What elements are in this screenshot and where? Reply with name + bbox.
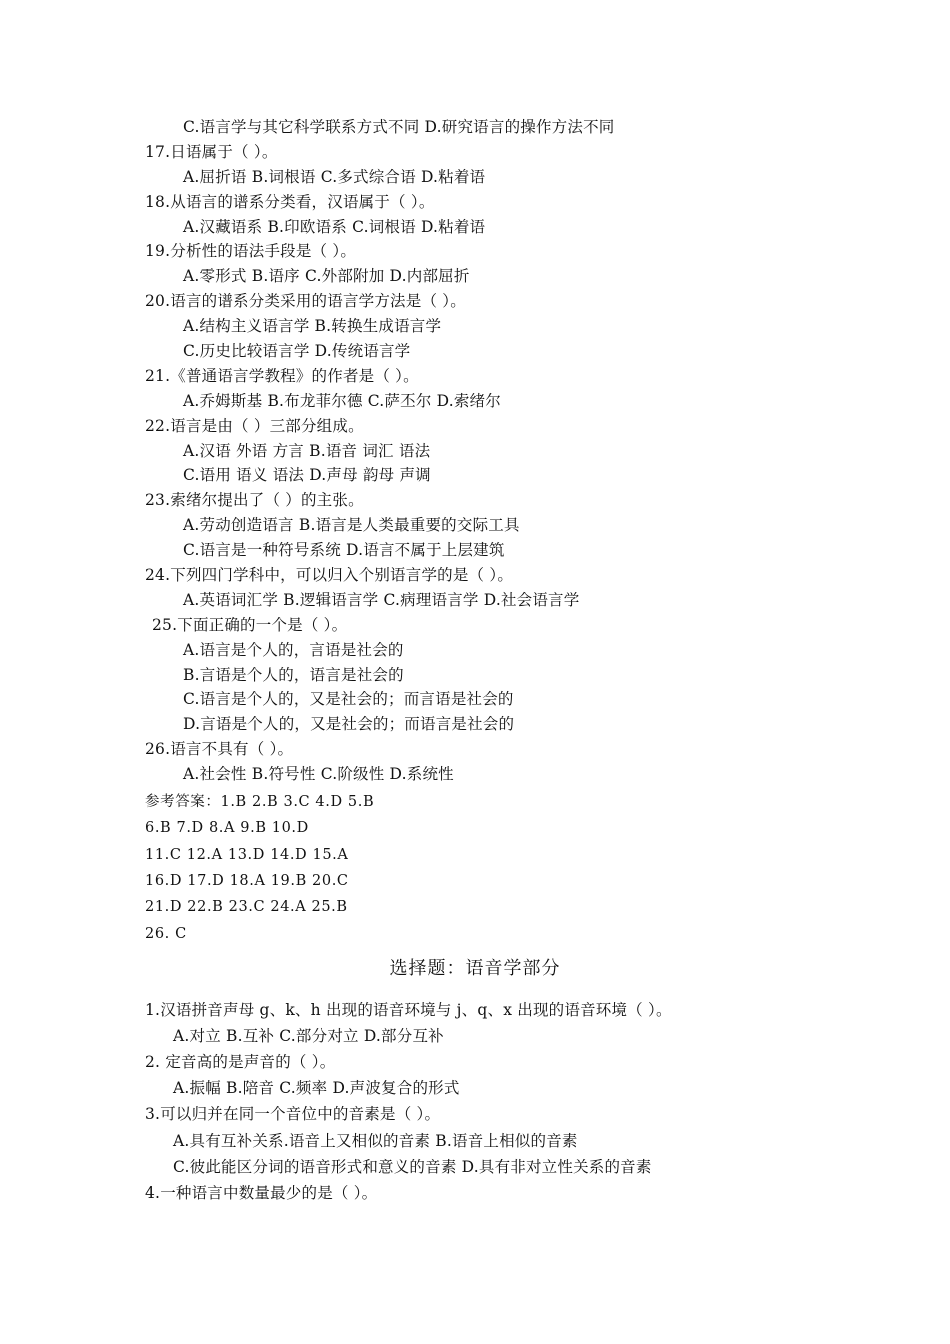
option-line: B.言语是个人的，语言是社会的: [183, 666, 404, 684]
option-line: C.历史比较语言学 D.传统语言学: [183, 342, 411, 360]
question-22: 22.语言是由（ ）三部分组成。: [145, 417, 364, 435]
question-1: 1.汉语拼音声母 g、k、h 出现的语音环境与 j、q、x 出现的语音环境（ ）。: [145, 1001, 672, 1019]
question-19: 19.分析性的语法手段是（ ）。: [145, 242, 357, 260]
option-line: A.屈折语 B.词根语 C.多式综合语 D.粘着语: [183, 168, 486, 186]
answer-key-line: 11.C 12.A 13.D 14.D 15.A: [145, 847, 349, 863]
option-line: C.彼此能区分词的语音形式和意义的音素 D.具有非对立性关系的音素: [173, 1158, 652, 1176]
question-21: 21.《普通语言学教程》的作者是（ ）。: [145, 367, 419, 385]
question-2: 2. 定音高的是声音的（ ）。: [145, 1053, 336, 1071]
option-line: A.语言是个人的，言语是社会的: [183, 641, 404, 659]
option-line: A.汉语 外语 方言 B.语音 词汇 语法: [183, 442, 431, 460]
option-line: A.零形式 B.语序 C.外部附加 D.内部屈折: [183, 267, 470, 285]
option-line: A.乔姆斯基 B.布龙菲尔德 C.萨丕尔 D.索绪尔: [183, 392, 501, 410]
option-line: A.振幅 B.陪音 C.频率 D.声波复合的形式: [173, 1079, 460, 1097]
question-18: 18.从语言的谱系分类看，汉语属于（ ）。: [145, 193, 435, 211]
section-heading: 选择题：语音学部分: [389, 958, 561, 979]
question-25: 25.下面正确的一个是（ ）。: [152, 616, 348, 634]
option-line: A.汉藏语系 B.印欧语系 C.词根语 D.粘着语: [183, 218, 486, 236]
answer-key-line: 21.D 22.B 23.C 24.A 25.B: [145, 899, 348, 915]
question-24: 24.下列四门学科中，可以归入个别语言学的是（ ）。: [145, 566, 514, 584]
option-line: D.言语是个人的，又是社会的；而语言是社会的: [183, 715, 515, 733]
option-line: A.劳动创造语言 B.语言是人类最重要的交际工具: [183, 516, 520, 534]
question-23: 23.索绪尔提出了（ ）的主张。: [145, 491, 364, 509]
option-line: A.具有互补关系.语音上又相似的音素 B.语音上相似的音素: [173, 1132, 578, 1150]
answer-key-line: 16.D 17.D 18.A 19.B 20.C: [145, 873, 349, 889]
question-3: 3.可以归并在同一个音位中的音素是（ ）。: [145, 1105, 441, 1123]
option-line: C.语言是个人的，又是社会的；而言语是社会的: [183, 690, 514, 708]
option-line: C.语言是一种符号系统 D.语言不属于上层建筑: [183, 541, 505, 559]
option-line: C.语用 语义 语法 D.声母 韵母 声调: [183, 466, 431, 484]
answer-key-line: 26. C: [145, 926, 187, 942]
option-line: C.语言学与其它科学联系方式不同 D.研究语言的操作方法不同: [183, 118, 615, 136]
question-20: 20.语言的谱系分类采用的语言学方法是（ ）。: [145, 292, 466, 310]
question-26: 26.语言不具有（ ）。: [145, 740, 294, 758]
option-line: A.对立 B.互补 C.部分对立 D.部分互补: [173, 1027, 444, 1045]
answer-key-line: 参考答案：1.B 2.B 3.C 4.D 5.B: [145, 794, 375, 810]
question-17: 17.日语属于（ ）。: [145, 143, 278, 161]
answer-key-line: 6.B 7.D 8.A 9.B 10.D: [145, 820, 309, 836]
option-line: A.社会性 B.符号性 C.阶级性 D.系统性: [183, 765, 454, 783]
question-4: 4.一种语言中数量最少的是（ ）。: [145, 1184, 378, 1202]
option-line: A.英语词汇学 B.逻辑语言学 C.病理语言学 D.社会语言学: [183, 591, 580, 609]
option-line: A.结构主义语言学 B.转换生成语言学: [183, 317, 442, 335]
